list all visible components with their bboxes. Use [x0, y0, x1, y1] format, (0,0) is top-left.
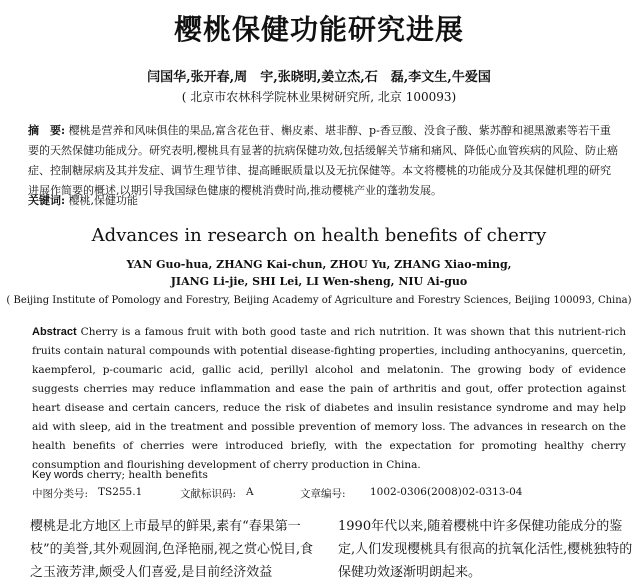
- authors-en-line2: JIANG Li-jie, SHI Lei, LI Wen-sheng, NIU Ai-guo: [170, 275, 468, 288]
- article-value: 1002-0306(2008)02-0313-04: [370, 486, 523, 498]
- abstract-cn-text: 樱桃是营养和风味俱佳的果品,富含花色苷、槲皮素、堪非醇、p-香豆酸、没食子酸、紫苏醇和褪黑激素等若干重要的天然保健功能成分。研究表明,樱桃具有显著的抗病保健功效,包括缓解关节痛和痛风、降低心血管疾病的风险、防止癌症、控制糖尿病及其并发症、调节生理节律、提高睡眠质量以及无抗保健等。本文将樱桃的功能成分及其保健机理的研究进展作简要的概述,以期引导我国绿色健康的樱桃消费时尚,推动樱桃产业的蓬勃发展。: [28, 124, 618, 197]
- clc-value: TS255.1: [98, 486, 143, 498]
- keywords-en: [32, 469, 208, 481]
- paper-title-en: Advances in research on health benefits of cherry: [91, 225, 547, 246]
- affiliation-cn: ( 北京市农林科学院林业果树研究所, 北京 100093): [181, 90, 457, 104]
- affiliation-en: ( Beijing Institute of Pomology and Forestry, Beijing Academy of Agriculture and Forestry Sciences, Beijing 100093, China): [6, 295, 632, 306]
- doc-value: A: [246, 486, 254, 498]
- authors-en-line1: YAN Guo-hua, ZHANG Kai-chun, ZHOU Yu, ZHANG Xiao-ming,: [126, 258, 512, 271]
- keywords-cn: [28, 192, 138, 208]
- abstract-en-label: Abstract: [32, 326, 77, 338]
- body-left-column: 樱桃是北方地区上市最早的鲜果,素有“春果第一枝”的美誉,其外观圆润,色泽艳丽,视之赏心悦目,食之玉液芳津,颇受人们喜爱,是目前经济效益: [30, 519, 314, 580]
- keywords-en-label: Key words: [32, 469, 84, 481]
- article-label: 文章编号:: [300, 488, 346, 500]
- keywords-en-text: cherry; health benefits: [86, 469, 208, 481]
- authors-cn: 闫国华,张开春,周 宇,张晓明,姜立杰,石 磊,李文生,牛爱国: [147, 70, 491, 85]
- paper-title-cn: 樱桃保健功能研究进展: [173, 13, 464, 46]
- abstract-en-text: Cherry is a famous fruit with both good taste and rich nutrition. It was shown that this nutrient-rich fruits contain natural compounds with potential disease-fighting properties, including anthocyanins, quercetin, kaempferol, p-coumaric acid, gallic acid, perillyl alcohol and melatonin. The growing body of evidence suggests cherries may reduce inflammation and ease the pain of arthritis and gout, offer protection against heart disease and certain cancers, reduce the risk of diabetes and insulin resistance syndrome and may help aid with sleep, aid in the treatment and possible prevention of memory loss. The advances in research on the health benefits of cherries were introduced briefly, with the expectation for promoting healthy cherry consumption and flourishing development of cherry production in China.: [32, 326, 626, 471]
- keywords-cn-text: 樱桃,保健功能: [68, 194, 139, 207]
- authors-en: [0, 256, 638, 290]
- body-right-column: 1990年代以来,随着樱桃中许多保健功能成分的鉴定,人们发现樱桃具有很高的抗氧化活性,樱桃独特的保健功效逐渐明朗起来。: [338, 519, 633, 580]
- abstract-cn: [28, 121, 618, 201]
- abstract-en: [32, 323, 626, 475]
- doc-label: 文献标识码:: [180, 488, 237, 500]
- clc-label: 中图分类号:: [32, 488, 89, 500]
- abstract-cn-label: 摘 要:: [28, 124, 66, 137]
- keywords-cn-label: 关键词:: [28, 194, 66, 207]
